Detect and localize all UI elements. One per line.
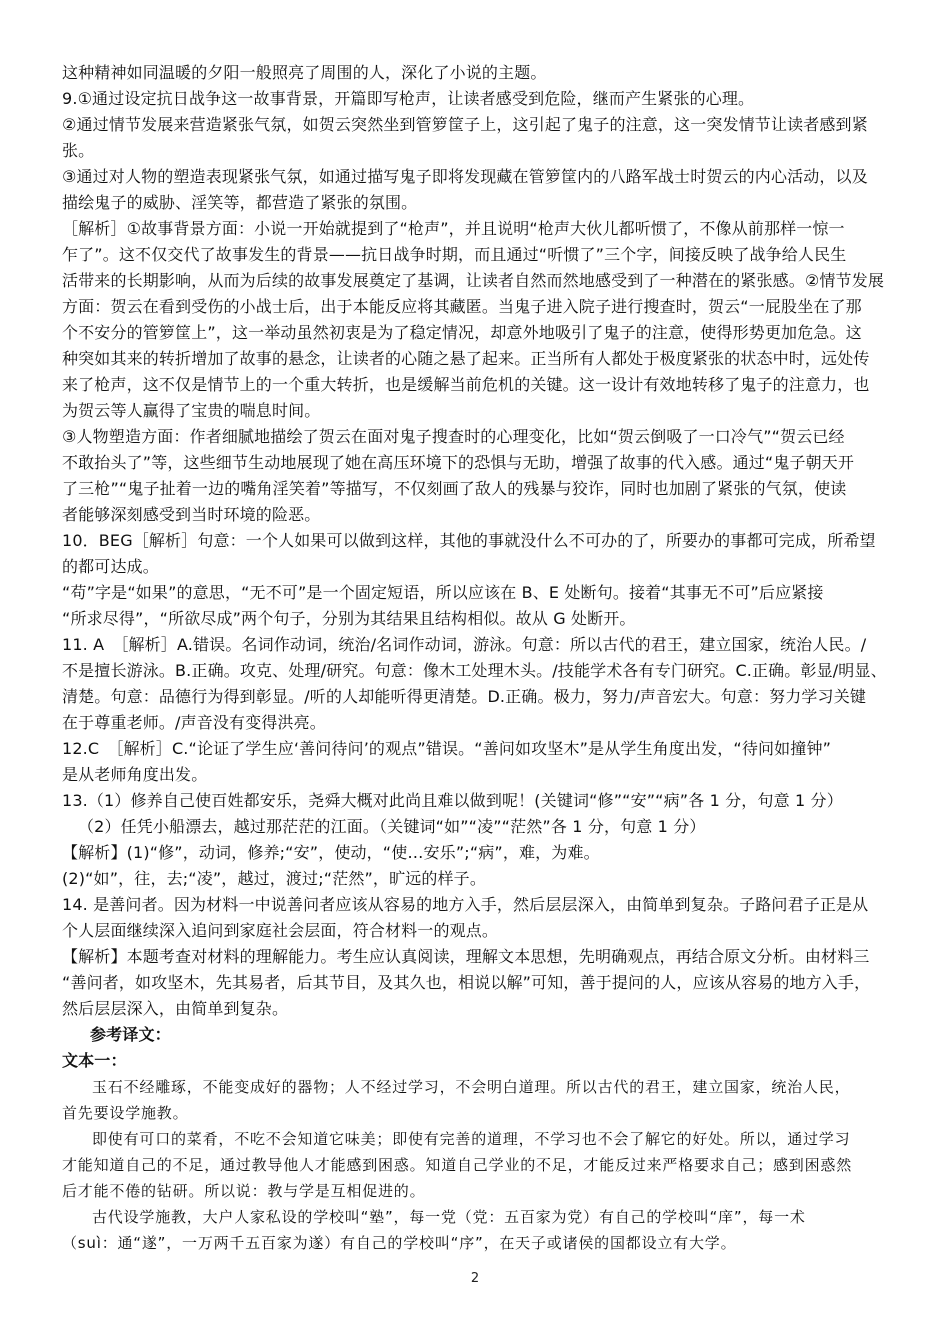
- text-line: 12.C ［解析］C.“论证了学生应‘善问待问’的观点”错误。“善问如攻坚木”是从学生角度出发，“待问如撞钟”: [62, 739, 832, 758]
- text-line: 个人层面继续深入追问到家庭社会层面，符合材料一的观点。: [62, 921, 499, 940]
- text-line: 张。: [62, 141, 95, 160]
- text-line: 10．BEG［解析］句意：一个人如果可以做到这样，其他的事就没什么不可办的了，所要办的事都可完成，所希望: [62, 531, 876, 550]
- page-number: 2: [470, 1271, 480, 1286]
- text-line: “所求尽得”，“所欲尽成”两个句子，分别为其结果且结构相似。故从 G 处断开。: [62, 609, 636, 628]
- text-line: ［解析］①故事背景方面：小说一开始就提到了“枪声”，并且说明“枪声大伙儿都听惯了，不像从前那样一惊一: [62, 219, 845, 238]
- translation-block: [62, 1074, 906, 1256]
- translation-line: （suì：通“遂”，一万两千五百家为遂）有自己的学校叫“序”，在天子或诸侯的国都设立有大学。: [62, 1234, 737, 1252]
- text-line: 【解析】(1)“修”，动词，修养;“安”，使动，“使…安乐”;“病”，难，为难。: [62, 843, 600, 862]
- translation-line: 即使有可口的菜肴，不吃不会知道它味美；即使有完善的道理，不学习也不会了解它的好处。所以，通过学习: [92, 1130, 851, 1148]
- text-line: 9.①通过设定抗日战争这一故事背景，开篇即写枪声，让读者感受到危险，继而产生紧张的心理。: [62, 89, 755, 108]
- text-line: 14. 是善问者。因为材料一中说善问者应该从容易的地方入手，然后层层深入，由简单到复杂。子路问君子正是从: [62, 895, 869, 914]
- text-line: 了三枪”“鬼子扯着一边的嘴角淫笑着”等描写，不仅刻画了敌人的残暴与狡诈，同时也加剧了紧张的气氛，使读: [62, 479, 847, 498]
- text-line: 不是擅长游泳。B.正确。攻克、处理/研究。句意：像木工处理木头。/技能学术各有专门研究。C.正确。彰显/明显、: [62, 661, 887, 680]
- translation-line: 首先要设学施教。: [62, 1104, 189, 1122]
- translation-line: 古代设学施教，大户人家私设的学校叫“塾”，每一党（党：五百家为党）有自己的学校叫“庠”，每一术: [92, 1208, 806, 1226]
- text-line: 的都可达成。: [62, 557, 159, 576]
- text-line: 为贺云等人赢得了宝贵的喘息时间。: [62, 401, 321, 420]
- text-line: 不敢抬头了”等，这些细节生动地展现了她在高压环境下的恐惧与无助，增强了故事的代入感。通过“鬼子朝天开: [62, 453, 855, 472]
- text-line: 者能够深刻感受到当时环境的险恶。: [62, 505, 321, 524]
- text-line: 乍了”。这不仅交代了故事发生的背景——抗日战争时期，而且通过“听惯了”三个字，间接反映了战争给人民生: [62, 245, 847, 264]
- text-line: 在于尊重老师。/声音没有变得洪亮。: [62, 713, 326, 732]
- text-line: 方面：贺云在看到受伤的小战士后，出于本能反应将其藏匿。当鬼子进入院子进行搜查时，贺云“一屁股坐在了那: [62, 297, 862, 316]
- text-line: ③通过对人物的塑造表现紧张气氛，如通过描写鬼子即将发现藏在管箩筐内的八路军战士时贺云的内心活动，以及: [62, 167, 868, 186]
- text-line: 种突如其来的转折增加了故事的悬念，让读者的心随之悬了起来。正当所有人都处于极度紧张的状态中时，远处传: [62, 349, 870, 368]
- text-line: 13.（1）修养自己使百姓都安乐，尧舜大概对此尚且难以做到呢！(关键词“修”“安”“病”各 1 分，句意 1 分）: [62, 791, 843, 810]
- text1-label: 文本一：: [62, 1051, 127, 1070]
- text-line: 是从老师角度出发。: [62, 765, 208, 784]
- text-line: ③人物塑造方面：作者细腻地描绘了贺云在面对鬼子搜查时的心理变化，比如“贺云倒吸了一口冷气”“贺云已经: [62, 427, 845, 446]
- translation-line: 玉石不经雕琢，不能变成好的器物；人不经过学习，不会明白道理。所以古代的君王，建立国家，统治人民，: [92, 1078, 851, 1096]
- text-line: 清楚。句意：品德行为得到彰显。/听的人却能听得更清楚。D.正确。极力，努力/声音宏大。句意：努力学习关键: [62, 687, 866, 706]
- text-line: 个不安分的管箩筐上”，这一举动虽然初衷是为了稳定情况，却意外地吸引了鬼子的注意，使得形势更加危急。这: [62, 323, 862, 342]
- text-line: (2)“如”，往，去;“凌”，越过，渡过;“茫然”，旷远的样子。: [62, 869, 486, 888]
- text-line: “苟”字是“如果”的意思，“无不可”是一个固定短语，所以应该在 B、E 处断句。接着“其事无不可”后应紧接: [62, 583, 824, 602]
- text-line: 然后层层深入，由简单到复杂。: [62, 999, 289, 1018]
- text-line: “善问者，如攻坚木，先其易者，后其节目，及其久也，相说以解”可知，善于提问的人，应该从容易的地方入手，: [62, 973, 871, 992]
- translation-line: 才能知道自己的不足，通过教导他人才能感到困惑。知道自己学业的不足，才能反过来严格要求自己；感到困惑然: [62, 1156, 853, 1174]
- text-line: 描绘鬼子的威胁、淫笑等，都营造了紧张的氛围。: [62, 193, 418, 212]
- translation-line: 后才能不倦的钻研。所以说：教与学是互相促进的。: [62, 1182, 426, 1200]
- text-line: 【解析】本题考查对材料的理解能力。考生应认真阅读，理解文本思想，先明确观点，再结合原文分析。由材料三: [62, 947, 870, 966]
- text-line: 来了枪声，这不仅是情节上的一个重大转折，也是缓解当前危机的关键。这一设计有效地转移了鬼子的注意力，也: [62, 375, 870, 394]
- answer-content: [62, 60, 906, 1256]
- text-line: （2）任凭小船漂去，越过那茫茫的江面。（关键词“如”“凌”“茫然”各 1 分，句意 1 分）: [78, 817, 706, 836]
- reference-translation-title: 参考译文：: [90, 1025, 171, 1044]
- text-line: 活带来的长期影响，从而为后续的故事发展奠定了基调，让读者自然而然地感受到了一种潜在的紧张感。②情节发展: [62, 271, 884, 290]
- text-line: 11. A ［解析］A.错误。名词作动词，统治/名词作动词，游泳。句意：所以古代的君王，建立国家，统治人民。/: [62, 635, 867, 654]
- text-line: ②通过情节发展来营造紧张气氛，如贺云突然坐到管箩筐子上，这引起了鬼子的注意，这一突发情节让读者感到紧: [62, 115, 868, 134]
- text-line: 这种精神如同温暖的夕阳一般照亮了周围的人，深化了小说的主题。: [62, 63, 547, 82]
